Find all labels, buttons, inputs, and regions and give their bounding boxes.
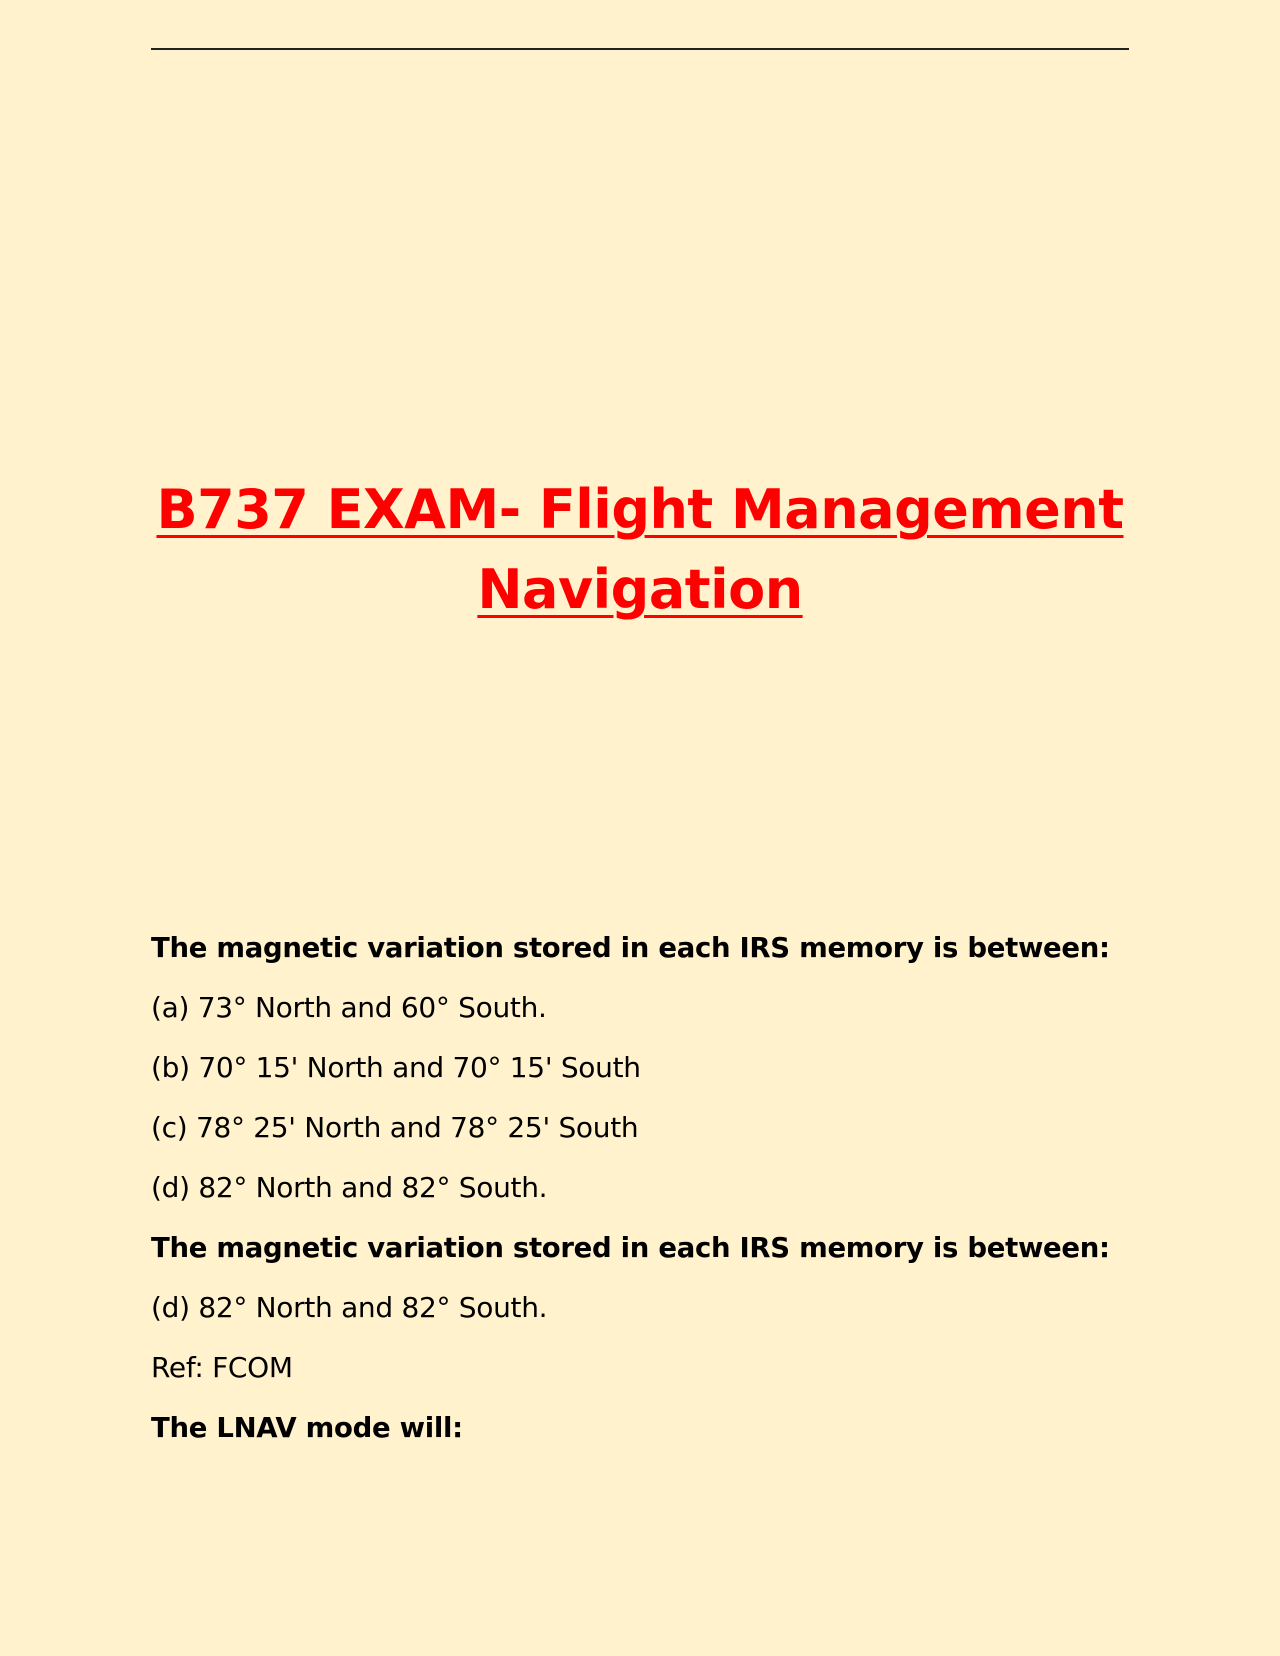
title-line-1: B737 EXAM- Flight Management [156, 478, 1124, 541]
document-body [151, 928, 1141, 1468]
question-1-option-c: (c) 78° 25' North and 78° 25' South [151, 1111, 639, 1144]
question-1-answer-prompt: The magnetic variation stored in each IRS memory is between: [151, 1232, 1110, 1264]
question-1-option-b: (b) 70° 15' North and 70° 15' South [151, 1051, 641, 1084]
header-rule [151, 48, 1129, 50]
question-1-answer: (d) 82° North and 82° South. [151, 1291, 548, 1324]
document-title [151, 470, 1129, 630]
title-line-2: Navigation [477, 558, 803, 621]
question-1-prompt: The magnetic variation stored in each IRS memory is between: [151, 932, 1110, 964]
question-1-option-d: (d) 82° North and 82° South. [151, 1171, 548, 1204]
question-2-prompt: The LNAV mode will: [151, 1412, 463, 1444]
question-1-option-a: (a) 73° North and 60° South. [151, 991, 547, 1024]
question-1-reference: Ref: FCOM [151, 1351, 293, 1384]
